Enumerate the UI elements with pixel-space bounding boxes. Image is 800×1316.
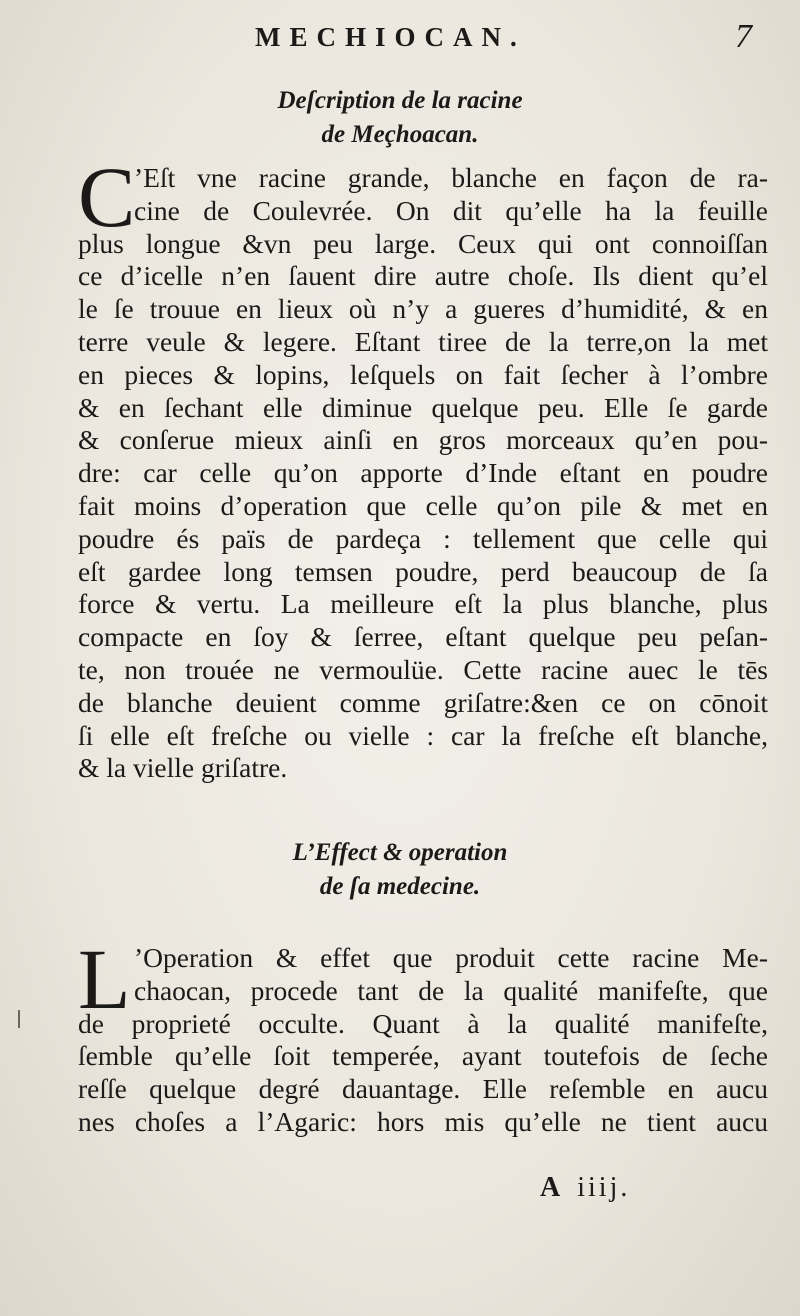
- text-line: force & vertu. La meilleure eſt la plus blanche, plus: [78, 588, 768, 620]
- text-line: compacte en ſoy & ſerree, eſtant quelque peu peſan-: [78, 621, 768, 653]
- paragraph-effect: [78, 942, 768, 1139]
- text-line: cine de Coulevrée. On dit qu’elle ha la feuille: [134, 194, 768, 226]
- text-line: fait moins d’operation que celle qu’on pile & met en: [78, 489, 768, 521]
- text-line: ſi elle eſt freſche ou vielle : car la freſche eſt blanche,: [78, 719, 768, 751]
- text-line: dre: car celle qu’on apporte d’Inde eſtant en poudre: [78, 457, 768, 489]
- text-line: ce d’icelle n’en ſauent dire autre choſe. Ils dient qu’el: [78, 260, 768, 292]
- page-number: 7: [735, 18, 752, 55]
- text-line: poudre és païs de pardeça : tellement que celle qui: [78, 522, 768, 554]
- margin-mark: [18, 1010, 20, 1028]
- section-title-line: Deſcription de la racine: [277, 87, 523, 114]
- text-line: plus longue &vn peu large. Ceux qui ont connoiſſan: [78, 227, 768, 259]
- text-line: terre veule & legere. Eſtant tiree de la terre,on la met: [78, 325, 768, 357]
- text-line: & conſerue mieux ainſi en gros morceaux qu’en pou-: [78, 424, 768, 456]
- section-title-line: de Meçhoacan.: [321, 121, 479, 148]
- text-line: le ſe trouue en lieux où n’y a gueres d’humidité, & en: [78, 293, 768, 325]
- section-title-line: L’Effect & operation: [292, 839, 508, 866]
- page-header: [0, 18, 800, 58]
- signature-number: iiij.: [577, 1172, 631, 1203]
- text-line: nes choſes a l’Agaric: hors mis qu’elle ne tient aucu: [78, 1105, 768, 1137]
- text-line: ’Eſt vne racine grande, blanche en façon de ra-: [134, 162, 768, 193]
- text-line: ſemble qu’elle ſoit temperée, ayant toutefois de ſeche: [78, 1040, 768, 1072]
- text-line: eſt gardee long temsen poudre, perd beaucoup de ſa: [78, 555, 768, 587]
- section-title-effect: [0, 836, 800, 904]
- drop-cap: L: [78, 931, 131, 1027]
- text-line: chaocan, procede tant de la qualité manifeſte, que: [134, 974, 768, 1006]
- text-line: de proprieté occulte. Quant à la qualité manifeſte,: [78, 1007, 768, 1039]
- text-line: & la vielle griſatre.: [78, 752, 288, 784]
- running-head: MECHIOCAN.: [255, 22, 526, 52]
- signature-letter: A: [540, 1172, 564, 1203]
- text-line: de blanche deuient comme griſatre:&en ce on cōnoit: [78, 686, 768, 718]
- section-title-line: de ſa medecine.: [319, 873, 481, 900]
- text-line: en pieces & lopins, leſquels on fait ſecher à l’ombre: [78, 358, 768, 390]
- signature-mark: [540, 1172, 630, 1204]
- text-line: reſſe quelque degré dauantage. Elle reſemble en aucu: [78, 1073, 768, 1105]
- text-line: & en ſechant elle diminue quelque peu. Elle ſe garde: [78, 391, 768, 423]
- paragraph-description: [78, 162, 768, 785]
- text-line: te, non trouée ne vermoulüe. Cette racine auec le tēs: [78, 653, 768, 685]
- drop-cap: C: [78, 149, 136, 245]
- section-title-description: [0, 84, 800, 152]
- text-line: ’Operation & effet que produit cette racine Me-: [134, 942, 768, 973]
